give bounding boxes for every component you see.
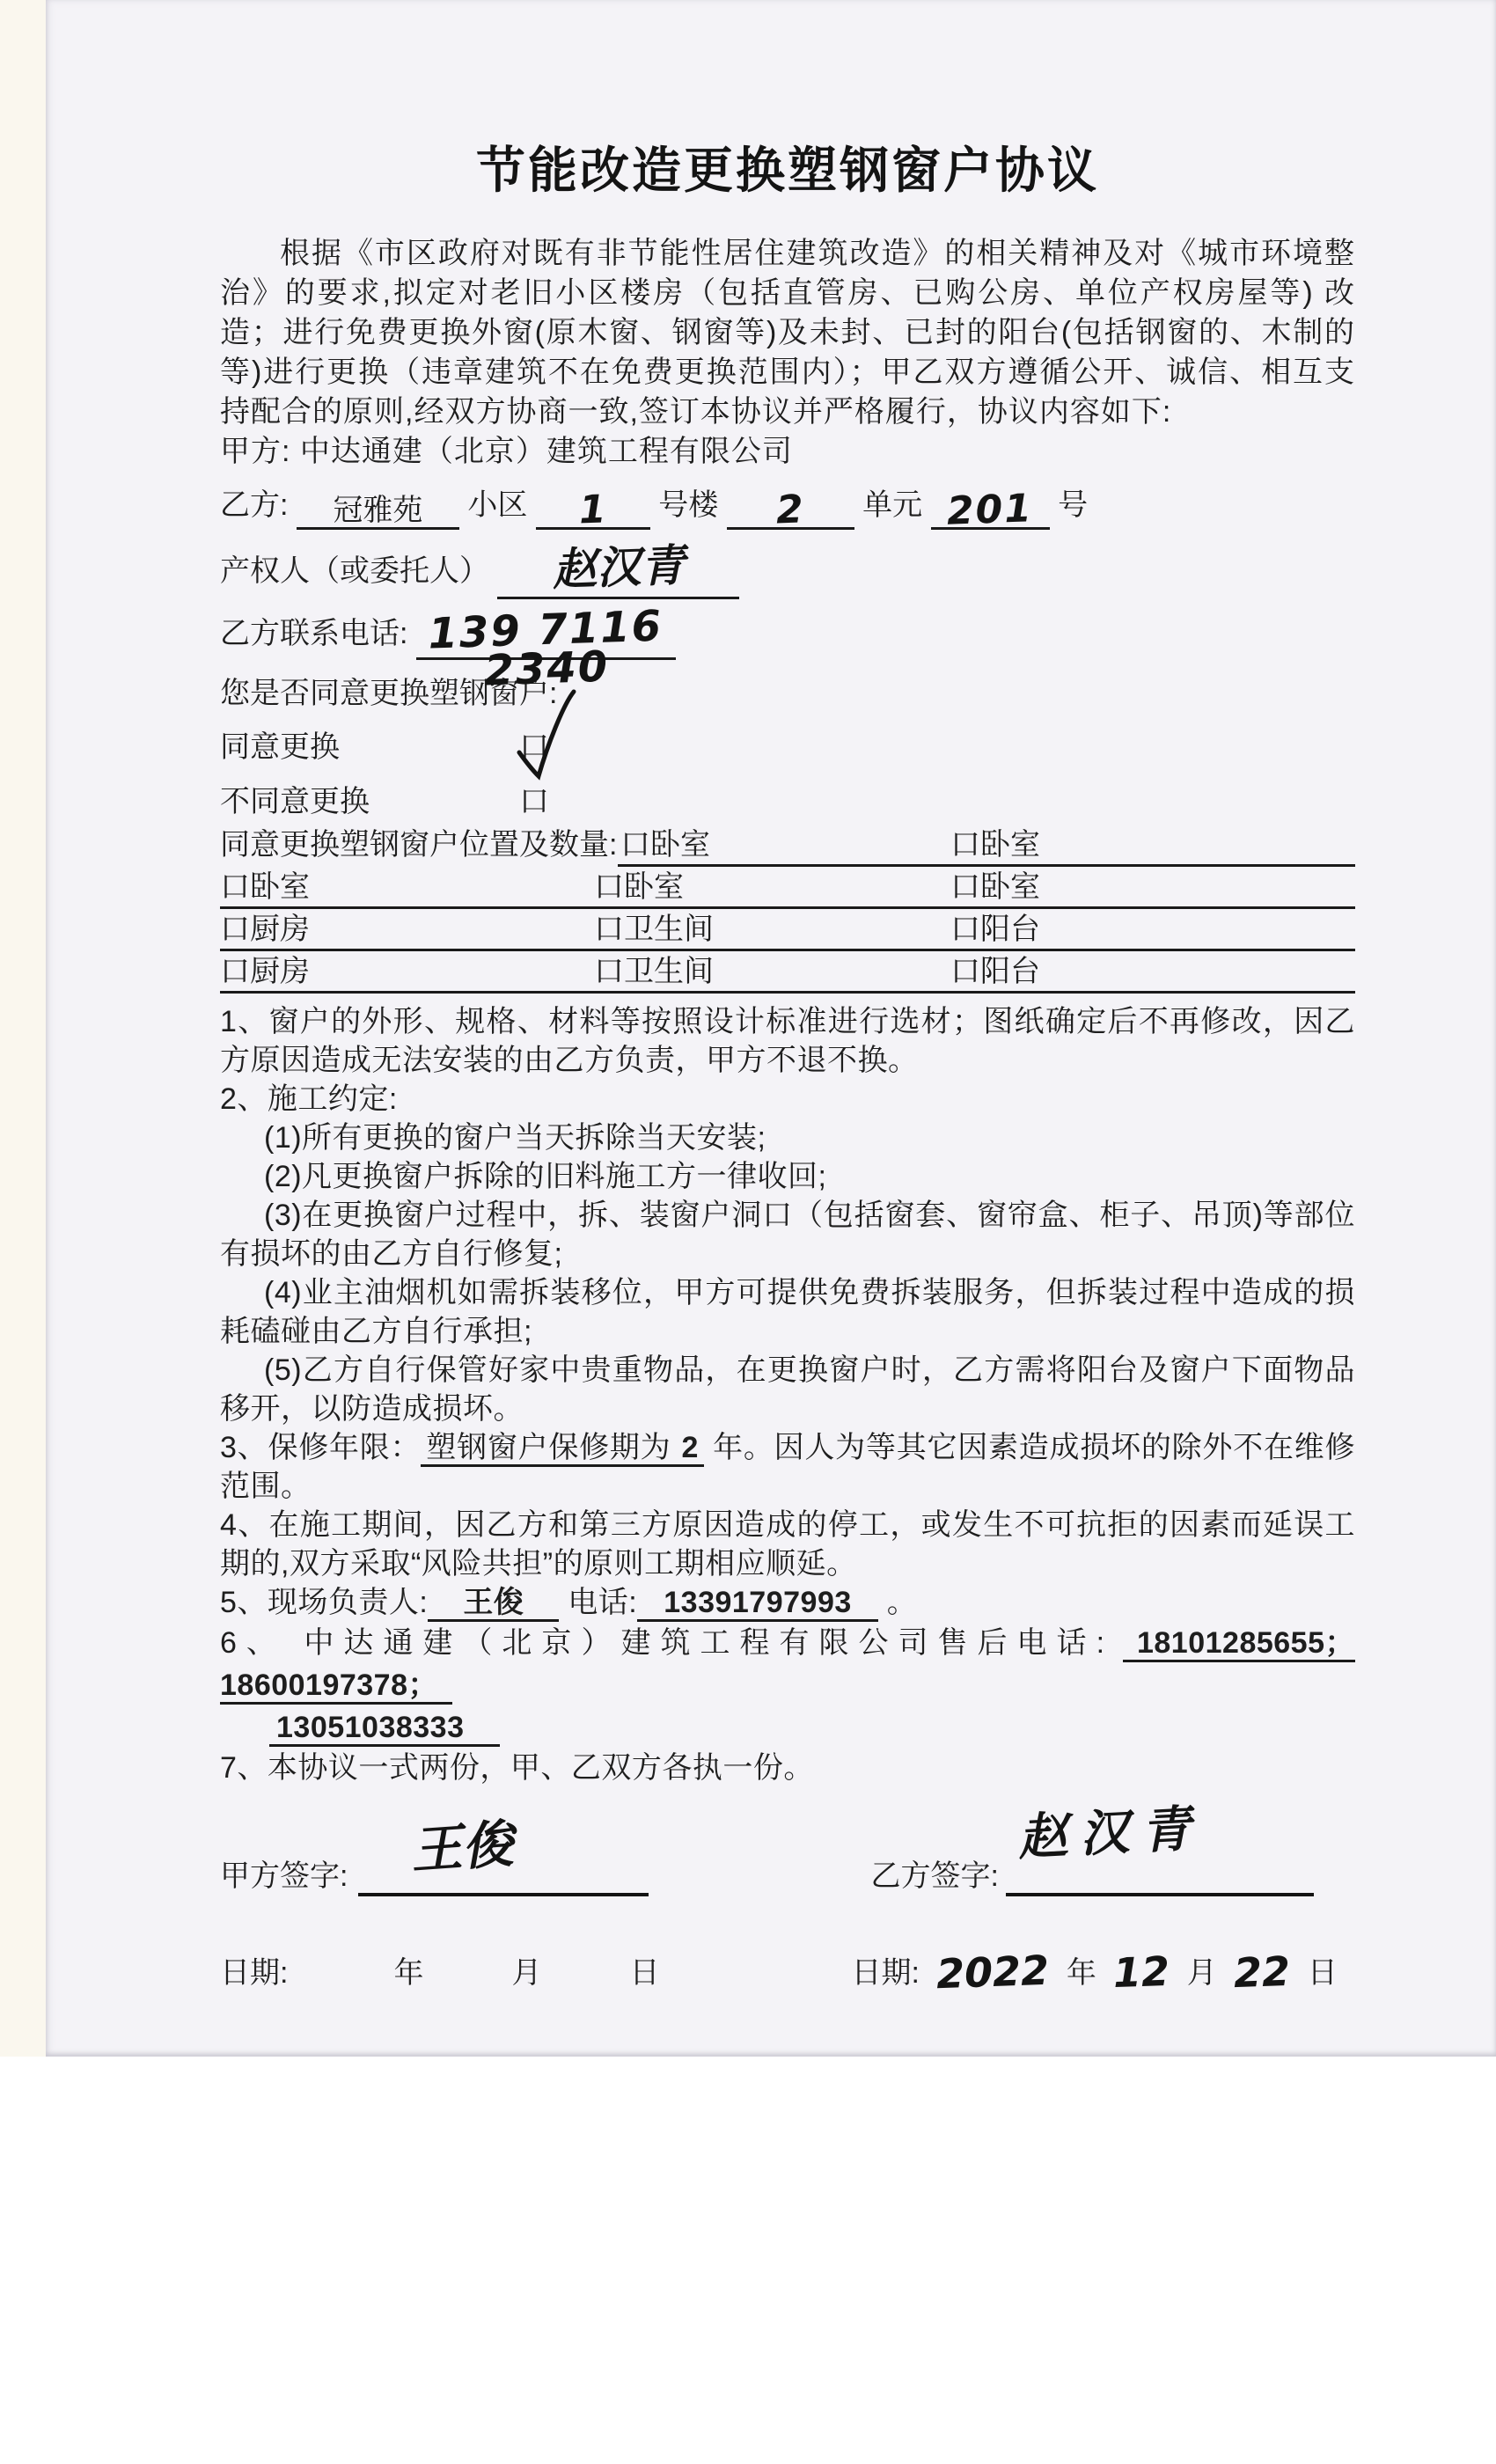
date-row (220, 1944, 1355, 1998)
term-sub-4: (4)业主油烟机如需拆装移位，甲方可提供免费拆装服务，但拆装过程中造成的损耗磕碰由乙方自行承担; (220, 1276, 1355, 1348)
term-5-end: 。 (886, 1586, 918, 1619)
document-title: 节能改造更换塑钢窗户协议 (476, 143, 1099, 198)
party-b-line (220, 480, 1355, 534)
disagree-option (220, 782, 1355, 821)
date-b-day-char: 日 (1307, 1956, 1338, 1990)
party-b-sign-label: 乙方签字: (870, 1859, 999, 1893)
site-manager-phone: 13391797993 (637, 1586, 878, 1622)
term-item-4: 4、在施工期间，因乙方和第三方原因造成的停工，或发生不可抗拒的因素而延误工期的,双方采取“风险共担”的原则工期相应顺延。 (220, 1508, 1355, 1580)
party-a-line: 甲方: 中达通建（北京）建筑工程有限公司 (220, 435, 793, 468)
term-item-6 (220, 1622, 1355, 1749)
agree-option (220, 728, 1355, 772)
agree-label: 同意更换 (220, 730, 340, 764)
owner-label: 产权人（或委托人） (220, 554, 489, 588)
scan-edge-strip (0, 0, 46, 2057)
date-b-year-char: 年 (1066, 1956, 1096, 1990)
table-header-row (220, 825, 1355, 867)
term-item-5 (220, 1583, 1355, 1622)
party-b-signature: 赵汉青 (1016, 1800, 1205, 1867)
term-item-1: 1、窗户的外形、规格、材料等按照设计标准进行选材；图纸确定后不再修改，因乙方原因造成无法安装的由乙方负责，甲方不退不换。 (220, 1005, 1355, 1077)
party-a-signature-line (358, 1814, 649, 1896)
contact-value: 139 7116 2340 (427, 601, 664, 696)
term-sub-3: (3)在更换窗户过程中，拆、装窗户洞口（包括窗套、窗帘盒、柜子、吊顶)等部位有损坏的由乙方自行修复; (220, 1199, 1355, 1271)
aftersales-phones-2: 13051038333 (269, 1711, 500, 1747)
checkmark-icon (510, 687, 579, 784)
date-b-label: 日期: (851, 1956, 920, 1990)
agree-checkbox-glyph: 口 (519, 730, 549, 764)
room-suffix: 号 (1058, 488, 1089, 522)
table-cell: 口阳台 (950, 955, 1040, 988)
term-sub-1: (1)所有更换的窗户当天拆除当天安装; (264, 1121, 766, 1155)
unit-suffix: 单元 (862, 488, 923, 522)
question-line: 您是否同意更换塑钢窗户: (220, 677, 558, 710)
disagree-checkbox-glyph: 口 (519, 785, 549, 818)
party-b-label: 乙方: (220, 488, 289, 522)
building-no-value: 1 (577, 487, 608, 533)
term-item-3 (220, 1428, 1355, 1506)
date-a-year-char: 年 (393, 1956, 424, 1990)
aftersales-phones: 18101285655；18600197378； (220, 1626, 1355, 1705)
term-3-underlined: 塑钢窗户保修期为 (421, 1431, 676, 1467)
table-cell: 口阳台 (950, 913, 1040, 946)
community-suffix: 小区 (467, 488, 528, 522)
community-field (297, 491, 459, 530)
date-a-month-char: 月 (511, 1956, 542, 1990)
party-b-signature-line (1006, 1800, 1314, 1896)
term-sub-5: (5)乙方自行保管好家中贵重物品，在更换窗户时，乙方需将阳台及窗户下面物品移开，以防造成损坏。 (220, 1353, 1355, 1426)
table-row (220, 867, 1355, 909)
term-3-suffix: 年。因人为等其它因素造成损坏的除外不在维修范围。 (220, 1431, 1355, 1503)
table-header-label: 同意更换塑钢窗户位置及数量: (220, 828, 618, 862)
term-sub-2: (2)凡更换窗户拆除的旧料施工方一律收回; (264, 1160, 827, 1193)
site-manager-name: 王俊 (428, 1586, 559, 1622)
table-row (220, 951, 1355, 994)
term-item-2: 2、施工约定: (220, 1082, 398, 1116)
owner-line (220, 539, 1355, 599)
table-cell: 口厨房 (220, 955, 310, 988)
term-3-prefix: 3、保修年限： (220, 1431, 422, 1464)
date-a-label: 日期: (220, 1956, 289, 1990)
table-cell: 口卫生间 (594, 955, 714, 988)
owner-name: 赵汉青 (551, 539, 686, 596)
party-a-signature: 王俊 (409, 1814, 516, 1881)
date-b-year-value: 2022 (935, 1946, 1051, 1998)
date-b-month-char: 月 (1186, 1956, 1217, 1990)
signature-row (220, 1800, 1355, 1896)
unit-no-value: 2 (775, 487, 806, 533)
warranty-years-value: 2 (676, 1431, 703, 1467)
term-5-phone-label: 电话: (568, 1586, 638, 1619)
owner-field (497, 539, 739, 599)
room-no-value: 201 (946, 486, 1034, 534)
table-cell: 口卧室 (594, 870, 684, 904)
unit-no-field (727, 487, 854, 533)
building-no-field (536, 487, 650, 533)
term-5-label: 5、现场负责人: (220, 1586, 429, 1619)
table-cell: 口卧室 (950, 828, 1040, 862)
table-cell: 口卫生间 (594, 913, 714, 946)
intro-paragraph: 根据《市区政府对既有非节能性居住建筑改造》的相关精神及对《城市环境整治》的要求,拟定对老旧小区楼房（包括直管房、已购公房、单位产权房屋等) 改造；进行免费更换外窗(原木窗、钢窗等)及未封、已封的阳台(包括钢窗的、木制的等)进行更换（违章建筑不在免费更换范围内）；甲乙双方遵循公开、诚信、相互支持配合的原则,经双方协商一致,签订本协议并严格履行，协议内容如下: (220, 237, 1355, 429)
room-no-field (931, 486, 1050, 534)
table-cell: 口卧室 (620, 828, 710, 862)
contact-label: 乙方联系电话: (220, 617, 408, 650)
party-a-sign-label: 甲方签字: (220, 1859, 348, 1893)
building-suffix: 号楼 (658, 488, 719, 522)
date-b-month-value: 12 (1112, 1947, 1171, 1998)
term-item-7: 7、本协议一式两份，甲、乙双方各执一份。 (220, 1751, 814, 1785)
contact-field (416, 601, 676, 696)
disagree-label: 不同意更换 (220, 785, 370, 818)
table-cell: 口卧室 (220, 870, 310, 904)
table-row (220, 909, 1355, 951)
agreement-document (220, 139, 1355, 1998)
date-a-day-char: 日 (629, 1956, 660, 1990)
community-value: 冠雅苑 (333, 494, 423, 527)
table-cell: 口卧室 (950, 870, 1040, 904)
terms-section (220, 1002, 1355, 1787)
date-b-group (851, 1946, 1338, 1998)
window-position-table (220, 825, 1355, 994)
term-6-label: 6、 中达通建（北京）建筑工程有限公司售后电话: (220, 1626, 1105, 1660)
table-cell: 口厨房 (220, 913, 310, 946)
date-b-day-value: 22 (1233, 1947, 1292, 1998)
